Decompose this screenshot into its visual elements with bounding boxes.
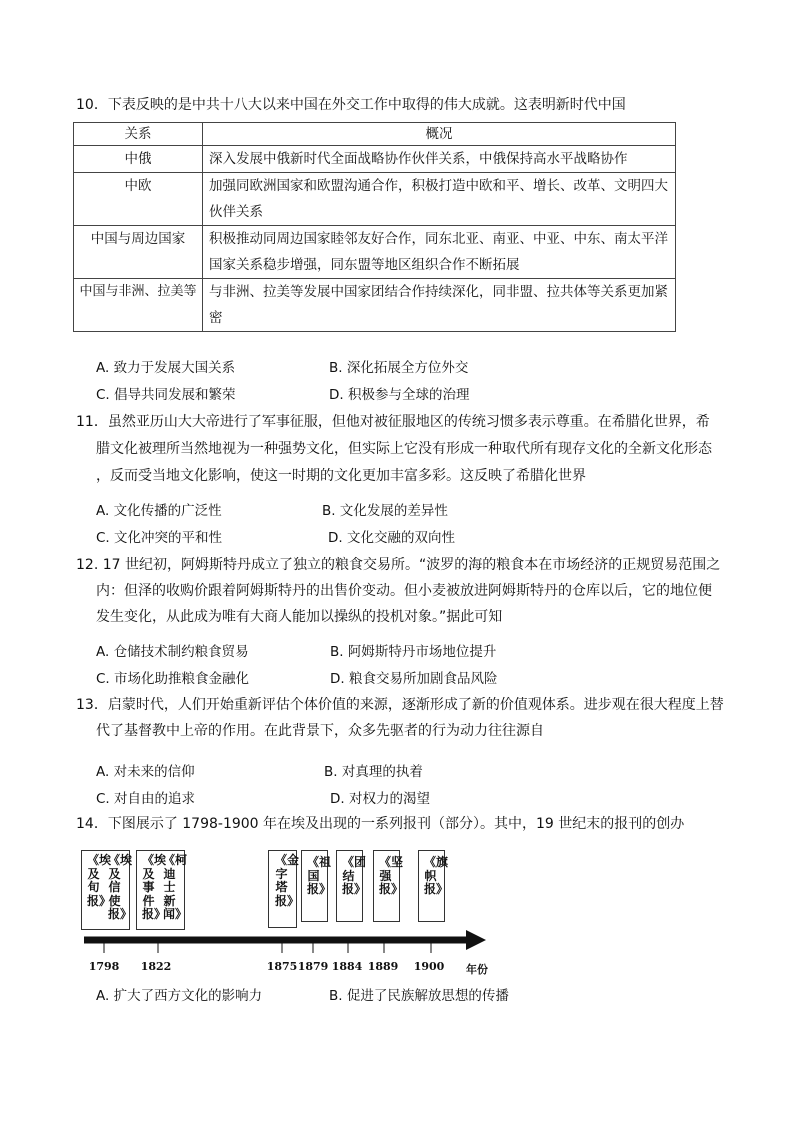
table-cell-desc: 加强同欧洲国家和欧盟沟通合作，积极打造中欧和平、增长、改革、文明四大伙伴关系 <box>203 173 676 226</box>
q10-table <box>73 122 676 332</box>
q11-stem-line3: ，反而受当地文化影响，使这一时期的文化更加丰富多彩。这反映了希腊化世界 <box>96 468 586 484</box>
timeline-axis-label: 年份 <box>466 963 488 976</box>
q12-stem-line1: 12. 17 世纪初，阿姆斯特丹成立了独立的粮食交易所。“波罗的海的粮食本在市场经济的正规贸易范围之 <box>76 557 721 573</box>
q11-option-a[interactable]: A. 文化传播的广泛性 <box>96 503 222 519</box>
table-row <box>74 279 676 332</box>
q13-stem-line2: 代了基督教中上帝的作用。在此背景下，众多先驱者的行为动力往往源自 <box>96 723 544 739</box>
q11-stem-line2: 腊文化被理所当然地视为一种强势文化，但实际上它没有形成一种取代所有现存文化的全新文化形态 <box>96 441 712 457</box>
newspaper-box-pair-1 <box>81 850 133 930</box>
table-header-relation: 关系 <box>74 123 203 146</box>
newspaper-box <box>336 850 367 922</box>
q14-stem: 14．下图展示了 1798-1900 年在埃及出现的一系列报刊（部分）。其中，19 世纪末的报刊的创办 <box>76 816 685 832</box>
newspaper-box-pair-2 <box>136 850 188 930</box>
q13-stem-line1: 13．启蒙时代，人们开始重新评估个体价值的来源，逐渐形成了新的价值观体系。进步观在很大程度上替 <box>76 697 724 713</box>
table-row <box>74 173 676 226</box>
table-row <box>74 146 676 173</box>
q10-option-c[interactable]: C. 倡导共同发展和繁荣 <box>96 387 236 403</box>
newspaper-label: 《祖国报》 <box>307 855 332 896</box>
timeline-year-label: 1875 <box>266 960 298 973</box>
timeline-year-label: 1900 <box>413 960 445 973</box>
table-cell-desc: 积极推动同周边国家睦邻友好合作，同东北亚、南亚、中亚、中东、南太平洋国家关系稳步增强，同东盟等地区组织合作不断拓展 <box>203 226 676 279</box>
timeline-arrow-head <box>466 930 486 950</box>
q12-option-a[interactable]: A. 仓储技术制约粮食贸易 <box>96 644 249 660</box>
table-row <box>74 226 676 279</box>
table-cell-relation: 中俄 <box>74 146 203 173</box>
q10-option-d[interactable]: D. 积极参与全球的治理 <box>329 387 470 403</box>
table-cell-relation: 中国与周边国家 <box>74 226 203 279</box>
timeline-year-label: 1822 <box>140 960 172 973</box>
timeline-axis <box>0 925 793 955</box>
q10-option-a[interactable]: A. 致力于发展大国关系 <box>96 360 236 376</box>
table-cell-relation: 中欧 <box>74 173 203 226</box>
newspaper-label: 《埃及信使报》 <box>108 853 133 921</box>
q14-option-a[interactable]: A. 扩大了西方文化的影响力 <box>96 988 263 1004</box>
q12-option-c[interactable]: C. 市场化助推粮食金融化 <box>96 671 250 687</box>
timeline-year-label: 1879 <box>297 960 329 973</box>
q12-stem-line2: 内：但泽的收购价跟着阿姆斯特丹的出售价变动。但小麦被放进阿姆斯特丹的仓库以后，它的地位便 <box>96 583 712 599</box>
table-header-overview: 概况 <box>203 123 676 146</box>
timeline-year-label: 1884 <box>331 960 363 973</box>
newspaper-box <box>418 850 449 922</box>
q12-option-d[interactable]: D. 粮食交易所加剧食品风险 <box>330 671 498 687</box>
timeline-year-label: 1798 <box>88 960 120 973</box>
q12-stem-line3: 发生变化，从此成为唯有大商人能加以操纵的投机对象。”据此可知 <box>96 609 503 625</box>
q13-option-c[interactable]: C. 对自由的追求 <box>96 791 196 807</box>
q11-option-d[interactable]: D. 文化交融的双向性 <box>328 530 455 546</box>
newspaper-box <box>268 850 300 928</box>
newspaper-label: 《团结报》 <box>342 855 367 896</box>
q13-option-d[interactable]: D. 对权力的渴望 <box>330 791 430 807</box>
q13-option-b[interactable]: B. 对真理的执着 <box>324 764 423 780</box>
q10-stem: 10．下表反映的是中共十八大以来中国在外交工作中取得的伟大成就。这表明新时代中国 <box>76 97 626 113</box>
q10-option-b[interactable]: B. 深化拓展全方位外交 <box>329 360 469 376</box>
q14-option-b[interactable]: B. 促进了民族解放思想的传播 <box>329 988 509 1004</box>
table-cell-desc: 与非洲、拉美等发展中国家团结合作持续深化，同非盟、拉共体等关系更加紧密 <box>203 279 676 332</box>
newspaper-label: 《柯迪士新闻》 <box>163 853 188 921</box>
timeline-year-label: 1889 <box>367 960 399 973</box>
q11-option-c[interactable]: C. 文化冲突的平和性 <box>96 530 223 546</box>
newspaper-label: 《埃及事件报》 <box>142 853 167 921</box>
table-cell-desc: 深入发展中俄新时代全面战略协作伙伴关系，中俄保持高水平战略协作 <box>203 146 676 173</box>
q11-option-b[interactable]: B. 文化发展的差异性 <box>322 503 448 519</box>
newspaper-label: 《旗帜报》 <box>424 855 449 896</box>
newspaper-label: 《坚强报》 <box>379 855 404 896</box>
newspaper-box <box>301 850 332 922</box>
newspaper-label: 《埃及旬报》 <box>87 853 112 908</box>
q13-option-a[interactable]: A. 对未来的信仰 <box>96 764 195 780</box>
newspaper-box <box>373 850 404 922</box>
q11-stem-line1: 11．虽然亚历山大大帝进行了军事征服，但他对被征服地区的传统习惯多表示尊重。在希腊化世界，希 <box>76 414 710 430</box>
newspaper-label: 《金字塔报》 <box>275 853 300 908</box>
q12-option-b[interactable]: B. 阿姆斯特丹市场地位提升 <box>330 644 497 660</box>
table-cell-relation: 中国与非洲、拉美等 <box>74 279 203 332</box>
